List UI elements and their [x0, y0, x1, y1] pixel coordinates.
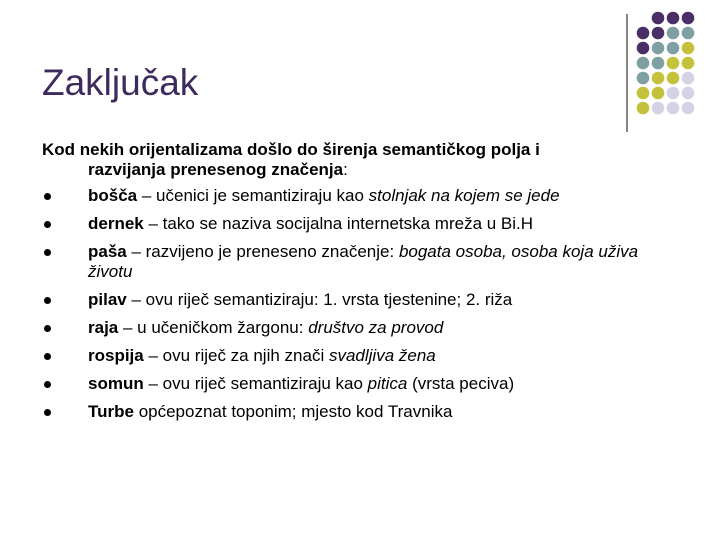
list-item [42, 346, 682, 366]
decorative-dot [637, 42, 650, 55]
decorative-dot [682, 72, 695, 85]
bullet-icon [44, 297, 51, 304]
list-item [42, 290, 682, 310]
list-item [42, 214, 682, 234]
bullet-icon [44, 409, 51, 416]
slide-title: Zaključak [42, 62, 199, 103]
decorative-dot [682, 27, 695, 40]
bullet-icon [44, 193, 51, 200]
list-item [42, 186, 682, 206]
decorative-dot [652, 12, 665, 25]
bullet-icon [44, 249, 51, 256]
list-item [42, 374, 682, 394]
intro-line2-wrap [42, 160, 682, 180]
decorative-dot [637, 87, 650, 100]
item-term: Turbe [88, 402, 134, 421]
decorative-dot [667, 27, 680, 40]
decorative-dot [682, 12, 695, 25]
item-emphasis: bogata osoba, osoba koja uživa životu [88, 242, 639, 281]
item-term: bošča [88, 186, 138, 205]
bullet-list [42, 186, 682, 422]
item-text: – tako se naziva socijalna internetska mreža u Bi.H [143, 214, 534, 233]
decorative-dot [637, 57, 650, 70]
bullet-icon [44, 353, 51, 360]
decorative-dot [652, 102, 665, 115]
item-emphasis: pitica [367, 374, 408, 393]
decorative-dot [637, 27, 650, 40]
item-emphasis: svadljiva žena [328, 346, 436, 365]
item-term: dernek [88, 214, 144, 233]
item-term: rospija [88, 346, 144, 365]
list-item [42, 402, 682, 422]
decorative-dot [637, 72, 650, 85]
bullet-icon [44, 381, 51, 388]
item-term: pilav [88, 290, 127, 309]
decorative-dot [652, 72, 665, 85]
item-text: (vrsta peciva) [407, 374, 515, 393]
item-term: somun [88, 374, 144, 393]
decorative-dot [667, 12, 680, 25]
bullet-icon [44, 325, 51, 332]
decorative-dot [637, 102, 650, 115]
list-item [42, 318, 682, 338]
item-text: – učenici je semantiziraju kao [137, 186, 369, 205]
intro-line2: razvijanja prenesenog značenja [88, 160, 344, 179]
decorative-dot [667, 42, 680, 55]
decorative-dot [667, 87, 680, 100]
decorative-dot [682, 42, 695, 55]
slide-content [42, 140, 682, 430]
intro-line1: Kod nekih orijentalizama došlo do širenja semantičkog polja i [42, 140, 540, 159]
item-text: – ovu riječ semantiziraju kao [143, 374, 368, 393]
decorative-dot [652, 57, 665, 70]
decorative-dot [652, 87, 665, 100]
item-text: općepoznat toponim; mjesto kod Travnika [133, 402, 453, 421]
decorative-dot [667, 72, 680, 85]
item-text: – razvijeno je preneseno značenje: [126, 242, 399, 261]
list-item [42, 242, 682, 282]
decorative-dot [682, 57, 695, 70]
item-emphasis: stolnjak na kojem se jede [368, 186, 560, 205]
item-term: raja [88, 318, 119, 337]
decorative-dot [667, 102, 680, 115]
decorative-dot [652, 27, 665, 40]
decorative-dot [682, 102, 695, 115]
decorative-dot [682, 87, 695, 100]
decorative-dot [667, 57, 680, 70]
item-text: – u učeničkom žargonu: [118, 318, 309, 337]
bullet-icon [44, 221, 51, 228]
item-text: – ovu riječ za njih znači [143, 346, 329, 365]
item-term: paša [88, 242, 127, 261]
intro-text [42, 140, 682, 180]
item-emphasis: društvo za provod [308, 318, 444, 337]
intro-colon: : [343, 160, 348, 179]
item-text: – ovu riječ semantiziraju: 1. vrsta tjestenine; 2. riža [126, 290, 513, 309]
decorative-dot [652, 42, 665, 55]
